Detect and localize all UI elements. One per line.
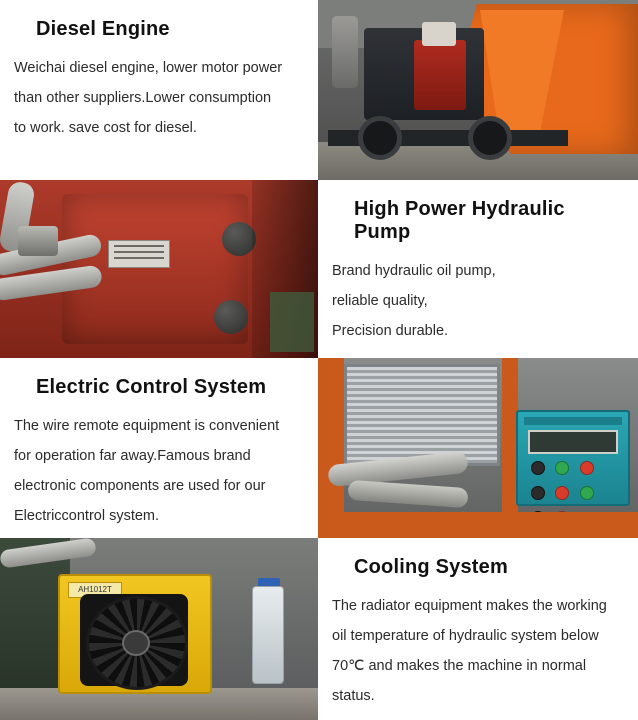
cooling-system-text	[318, 538, 638, 720]
pipe-fitting-shape	[18, 226, 58, 256]
electric-control-body	[14, 411, 304, 531]
hydraulic-pump-line-1: Brand hydraulic oil pump,	[332, 263, 496, 279]
engine-top-cover-shape	[422, 22, 456, 46]
hydraulic-pump-text	[318, 180, 638, 358]
pipe-shape	[347, 480, 468, 508]
electric-control-line-3: electronic components are used for our	[14, 478, 266, 494]
background-panel-shape	[270, 292, 314, 352]
pump-port-shape	[222, 222, 256, 256]
cooling-system-line-3: 70℃ and makes the machine in normal	[332, 658, 587, 674]
pump-port-shape	[214, 300, 248, 334]
section-electric-control	[0, 358, 638, 538]
fan-hub-shape	[122, 630, 150, 656]
hydraulic-pump-line-2: reliable quality,	[332, 293, 428, 309]
radiator-core-shape	[344, 364, 500, 466]
diesel-engine-line-3: to work. save cost for diesel.	[14, 120, 197, 136]
hydraulic-pump-title: High Power Hydraulic Pump	[354, 198, 565, 243]
air-filter-shape	[332, 16, 358, 88]
diesel-engine-line-1: Weichai diesel engine, lower motor power	[14, 60, 283, 76]
section-diesel-engine	[0, 0, 638, 180]
cooling-system-image	[0, 538, 318, 720]
machine-frame-shape	[318, 358, 344, 538]
control-button	[531, 461, 545, 475]
electric-control-line-1: The wire remote equipment is convenient	[14, 418, 280, 434]
diesel-engine-line-2: than other suppliers.Lower consumption	[14, 90, 272, 106]
hydraulic-pump-image	[0, 180, 318, 358]
cooling-system-title: Cooling System	[354, 556, 508, 578]
engine-red-casing-shape	[414, 40, 466, 110]
electric-control-text	[0, 358, 318, 538]
bottle-shape	[252, 586, 284, 684]
machine-base-shape	[318, 512, 638, 538]
cooling-system-line-4: status.	[332, 688, 375, 704]
cooling-system-body	[332, 591, 624, 711]
diesel-engine-text	[0, 0, 318, 180]
wheel-shape	[468, 116, 512, 160]
control-button	[555, 486, 569, 500]
diesel-engine-image	[318, 0, 638, 180]
control-box-display	[528, 430, 618, 454]
wheel-shape	[358, 116, 402, 160]
electric-control-line-2: for operation far away.Famous brand	[14, 448, 251, 464]
electric-control-line-4: Electriccontrol system.	[14, 508, 160, 524]
control-button	[555, 461, 569, 475]
section-cooling-system	[0, 538, 638, 720]
control-button	[580, 461, 594, 475]
control-button	[580, 486, 594, 500]
cooling-system-line-1: The radiator equipment makes the working	[332, 598, 607, 614]
hydraulic-pump-line-3: Precision durable.	[332, 323, 449, 339]
oil-cooler-label: AH1012T	[68, 582, 122, 598]
diesel-engine-body	[14, 53, 304, 143]
control-box-buttons	[528, 458, 616, 498]
control-box-header-strip	[524, 417, 622, 425]
pump-nameplate-shape	[108, 240, 170, 268]
control-box-shape	[516, 410, 630, 506]
cooling-system-line-2: oil temperature of hydraulic system below	[332, 628, 599, 644]
diesel-engine-title: Diesel Engine	[36, 18, 170, 40]
section-hydraulic-pump	[0, 180, 638, 358]
hydraulic-pump-body	[332, 256, 624, 346]
control-button	[531, 486, 545, 500]
electric-control-image	[318, 358, 638, 538]
electric-control-title: Electric Control System	[36, 376, 267, 398]
